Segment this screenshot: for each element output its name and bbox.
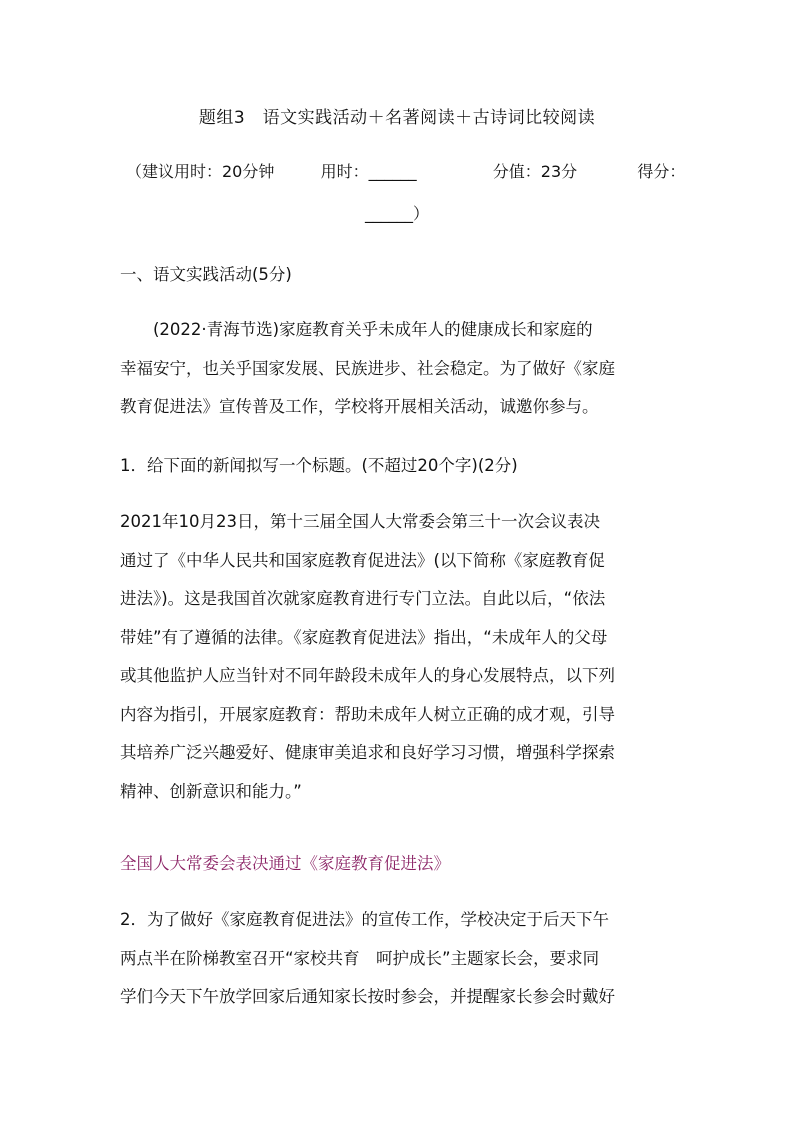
score-blank: ______） — [364, 204, 429, 223]
news-line: 精神、创新意识和能力。” — [120, 781, 302, 801]
news-line: 通过了《中华人民共和国家庭教育促进法》(以下简称《家庭教育促 — [120, 550, 605, 570]
news-line: 进法》)。这是我国首次就家庭教育进行专门立法。自此以后，“依法 — [120, 589, 606, 608]
intro-line: 教育促进法》宣传普及工作，学校将开展相关活动，诚邀你参与。 — [120, 397, 599, 416]
section-intro — [120, 311, 680, 427]
exam-meta-row — [126, 160, 686, 184]
section-heading: 一、语文实践活动(5分) — [120, 265, 292, 284]
score-got: 得分： — [637, 162, 686, 181]
question-2-line: 两点半在阶梯教室召开“家校共育 呵护成长”主题家长会，要求同 — [120, 948, 600, 968]
question-1-answer: 全国人大常委会表决通过《家庭教育促进法》 — [120, 854, 450, 873]
news-line: 内容为指引，开展家庭教育：帮助未成年人树立正确的成才观，引导 — [120, 704, 615, 724]
page-title: 题组3 语文实践活动＋名著阅读＋古诗词比较阅读 — [198, 108, 596, 128]
question-2-line: 2．为了做好《家庭教育促进法》的宣传工作，学校决定于后天下午 — [120, 910, 609, 929]
news-line: 2021年10月23日，第十三届全国人大常委会第三十一次会议表决 — [120, 512, 600, 531]
used-time: 用时：______ — [320, 162, 417, 181]
intro-line: 幸福安宁，也关乎国家发展、民族进步、社会稳定。为了做好《家庭 — [120, 358, 615, 378]
question-2-line: 学们今天下午放学回家后通知家长按时参会，并提醒家长参会时戴好 — [120, 987, 615, 1006]
intro-line: (2022·青海节选)家庭教育关乎未成年人的健康成长和家庭的 — [153, 320, 593, 339]
suggested-time: （建议用时：20分钟 — [126, 162, 275, 181]
news-line: 或其他监护人应当针对不同年龄段未成年人的身心发展特点，以下列 — [120, 666, 615, 685]
news-line: 其培养广泛兴趣爱好、健康审美追求和良好学习习惯，增强科学探索 — [120, 743, 615, 762]
news-line: 带娃”有了遵循的法律。《家庭教育促进法》指出，“未成年人的父母 — [120, 627, 608, 647]
question-1-prompt: 1．给下面的新闻拟写一个标题。(不超过20个字)(2分) — [120, 456, 518, 475]
score-value: 分值：23分 — [492, 162, 578, 181]
news-passage — [120, 503, 680, 811]
question-2 — [120, 901, 680, 1017]
